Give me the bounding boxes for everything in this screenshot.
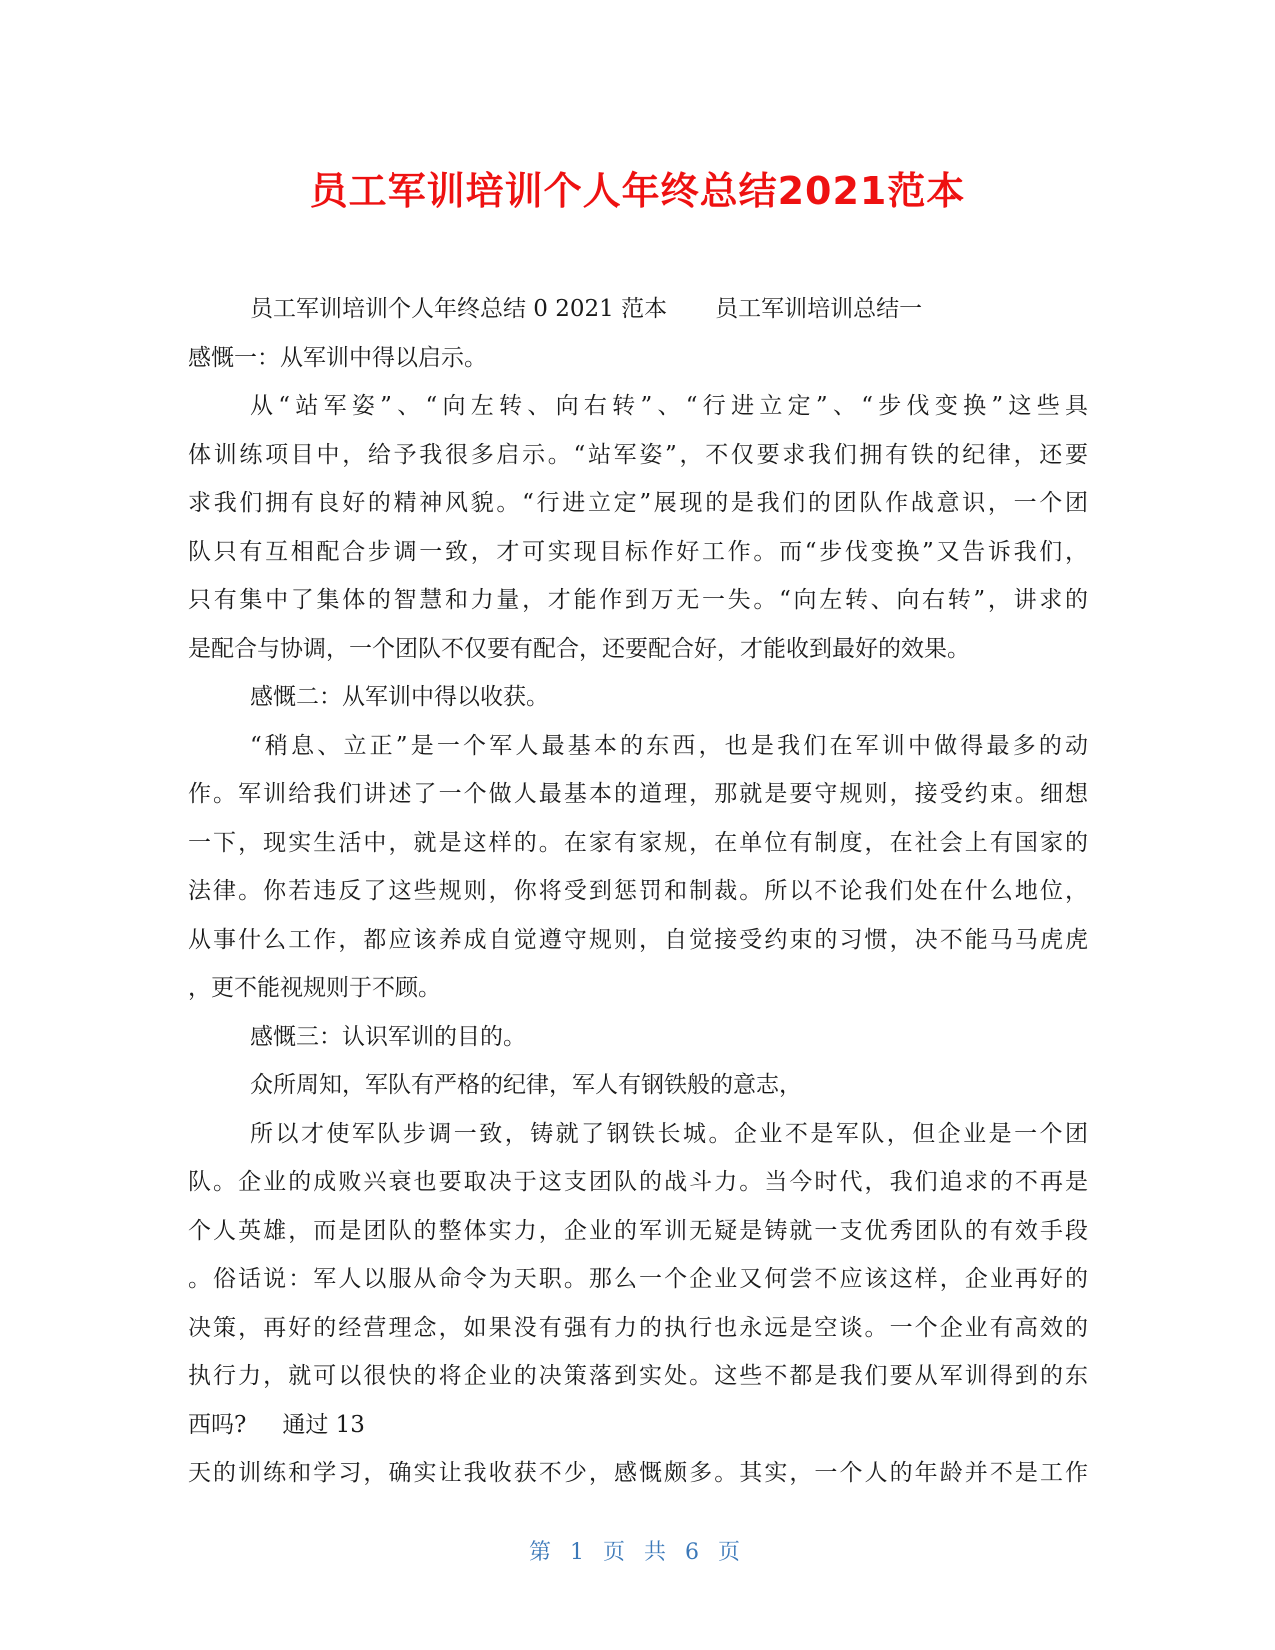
text-line: 感慨二：从军训中得以收获。 [250,684,549,710]
text-line: 是配合与协调，一个团队不仅要有配合，还要配合好，才能收到最好的效果。 [188,635,970,662]
text-line: 所以才使军队步调一致，铸就了钢铁长城。企业不是军队，但企业是一个团 [250,1120,1088,1147]
document-title: 员工军训培训个人年终总结2021范本 [309,169,966,213]
text-line: 个人英雄，而是团队的整体实力，企业的军训无疑是铸就一支优秀团队的有效手段 [188,1217,1088,1244]
text-line: 从“站军姿”、“向左转、向右转”、“行进立定”、“步伐变换”这些具 [250,393,1088,419]
text-line: 作。军训给我们讲述了一个做人最基本的道理，那就是要守规则，接受约束。细想 [188,781,1088,807]
text-line: 从事什么工作，都应该养成自觉遵守规则，自觉接受约束的习惯，决不能马马虎虎 [188,926,1088,953]
text-line: 感慨一：从军训中得以启示。 [188,344,487,371]
text-line: 队只有互相配合步调一致，才可实现目标作好工作。而“步伐变换”又告诉我们， [188,538,1088,565]
document-body [188,285,1088,1498]
text-line: 求我们拥有良好的精神风貌。“行进立定”展现的是我们的团队作战意识，一个团 [188,490,1088,516]
text-segment: 通过 13 [282,1411,365,1438]
text-line: 体训练项目中，给予我很多启示。“站军姿”，不仅要求我们拥有铁的纪律，还要 [188,441,1088,468]
text-line: ，更不能视规则于不顾。 [188,975,441,1001]
text-line: “稍息、立正”是一个军人最基本的东西，也是我们在军训中做得最多的动 [250,732,1088,759]
text-line: 天的训练和学习，确实让我收获不少，感慨颇多。其实，一个人的年龄并不是工作 [188,1460,1088,1486]
text-line: 。俗话说：军人以服从命令为天职。那么一个企业又何尝不应该这样，企业再好的 [188,1266,1088,1292]
text-segment: 西吗? [188,1411,247,1438]
text-segment: 员工军训培训个人年终总结 0 2021 范本 [250,296,668,322]
text-segment: 员工军训培训总结一 [715,296,923,322]
text-line: 一下，现实生活中，就是这样的。在家有家规，在单位有制度，在社会上有国家的 [188,829,1088,856]
text-line: 众所周知，军队有严格的纪律，军人有钢铁般的意志， [250,1072,802,1098]
text-line: 感慨三：认识军训的目的。 [250,1023,526,1050]
text-line: 法律。你若违反了这些规则，你将受到惩罚和制裁。所以不论我们处在什么地位， [188,878,1088,904]
page-footer: 第 1 页 共 6 页 [529,1540,746,1565]
text-line [188,1401,1088,1450]
text-line: 执行力，就可以很快的将企业的决策落到实处。这些不都是我们要从军训得到的东 [188,1363,1088,1389]
text-line: 决策，再好的经营理念，如果没有强有力的执行也永远是空谈。一个企业有高效的 [188,1314,1088,1341]
text-line: 队。企业的成败兴衰也要取决于这支团队的战斗力。当今时代，我们追求的不再是 [188,1169,1088,1195]
text-line: 只有集中了集体的智慧和力量，才能作到万无一失。“向左转、向右转”，讲求的 [188,587,1088,613]
text-line [188,285,1088,334]
